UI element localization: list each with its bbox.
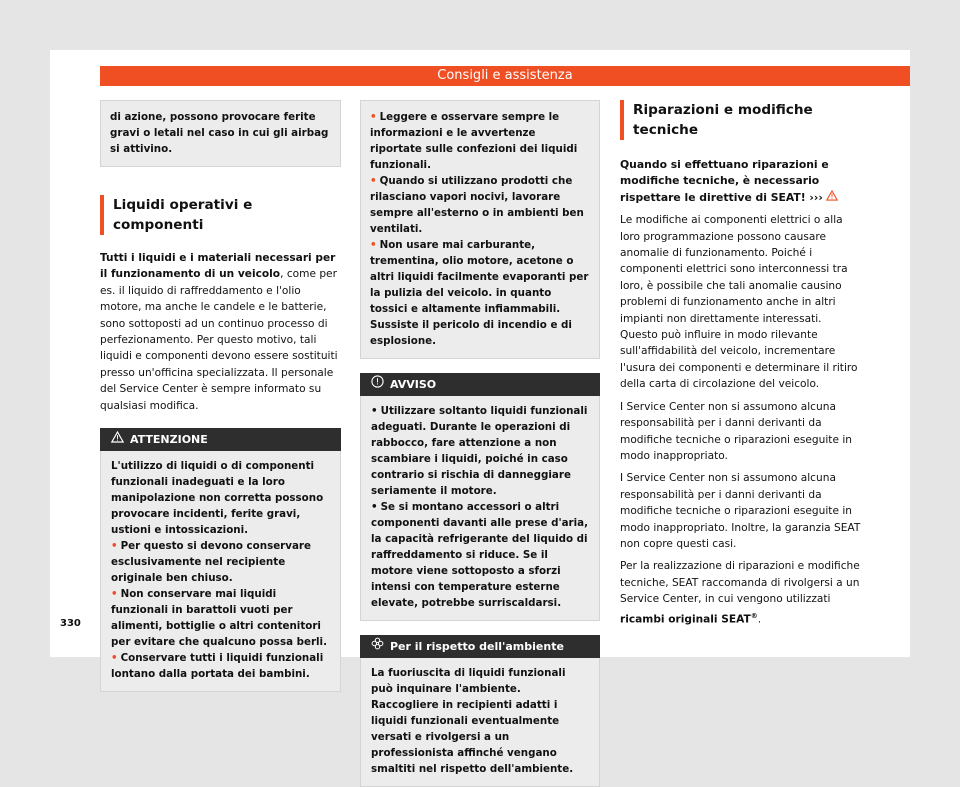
section-heading-liquidi: Liquidi operativi e componenti	[100, 195, 341, 235]
riparazioni-intro-bold: Quando si effettuano riparazioni e modifiche tecniche, è necessario rispettare le direttive di SEAT! ›››	[620, 158, 829, 204]
avviso-body	[360, 396, 600, 621]
avviso-bullet: • Utilizzare soltanto liquidi funzionali adeguati. Durante le operazioni di rabbocco, fare attenzione a non scambiare i liquidi, poiché in caso contrario si rischia di danneggiare seriamente il motore.	[371, 405, 588, 497]
bullet-dot-icon: •	[370, 239, 377, 251]
attenzione-bullet: • Conservare tutti i liquidi funzionali lontano dalla portata dei bambini.	[111, 652, 324, 681]
ambiente-title: Per il rispetto dell'ambiente	[390, 640, 564, 653]
liquidi-intro-bold: Tutti i liquidi e i materiali necessari per il funzionamento di un veicolo	[100, 252, 336, 281]
riparazioni-paragraph-2: I Service Center non si assumono alcuna responsabilità per i danni derivanti da modifiche tecniche o riparazioni eseguite in modo inappropriato.	[620, 400, 852, 462]
bullet-dot-icon: •	[371, 405, 378, 417]
column-left	[100, 100, 341, 692]
warning-triangle-icon	[110, 428, 124, 451]
attenzione-bullet: • Per questo si devono conservare esclusivamente nel recipiente originale ben chiuso.	[111, 540, 311, 585]
info-circle-icon	[370, 373, 384, 396]
page-number: 330	[60, 618, 81, 629]
bullet-dot-icon: •	[111, 652, 118, 665]
attenzione-body	[100, 451, 341, 692]
warning-bullet: • Non usare mai carburante, trementina, olio motore, acetone o altri liquidi facilmente evaporanti per la pulizia del veicolo. in quanto tossici e altamente infiammabili. Sussiste il pericolo di incendio e di esplosione.	[370, 239, 589, 347]
bullet-dot-icon: •	[370, 175, 377, 187]
ambiente-callout	[360, 635, 600, 787]
warning-bullets-continuation-box	[360, 100, 600, 359]
bullet-dot-icon: •	[111, 540, 118, 553]
riparazioni-paragraph-3: I Service Center non si assumono alcuna responsabilità per i danni derivanti da modifiche tecniche o riparazioni eseguite in modo inappropriato. Inoltre, la garanzia SEAT non copre questi casi.	[620, 472, 861, 550]
ricambi-originali-bold: ricambi originali SEAT	[620, 613, 751, 626]
riparazioni-intro	[620, 157, 861, 206]
attenzione-callout	[100, 428, 341, 692]
liquidi-intro-paragraph	[100, 250, 341, 414]
attenzione-bullet: • Non conservare mai liquidi funzionali in barattoli vuoti per alimenti, bottiglie o altri contenitori per evitare che qualcuno possa berli.	[111, 588, 328, 649]
page-header-title: Consigli e assistenza	[100, 66, 910, 86]
section-heading-riparazioni: Riparazioni e modifiche tecniche	[620, 100, 861, 140]
warning-continuation-text: di azione, possono provocare ferite gravi o letali nel caso in cui gli airbag si attivino.	[110, 111, 329, 155]
environment-flower-icon	[370, 635, 384, 658]
bullet-dot-icon: •	[371, 501, 378, 513]
ambiente-header	[360, 635, 600, 658]
warning-triangle-icon	[826, 191, 838, 204]
avviso-callout	[360, 373, 600, 621]
manual-page	[50, 50, 910, 775]
attenzione-header	[100, 428, 341, 451]
attenzione-text: L'utilizzo di liquidi o di componenti funzionali inadeguati e la loro manipolazione non corretta possono provocare incidenti, ferite gravi, ustioni e intossicazioni.	[111, 460, 324, 537]
registered-mark: ®	[750, 611, 758, 620]
liquidi-intro-text: , come per es. il liquido di raffreddamento e l'olio motore, ma anche le candele e le batterie, sono sottoposti ad un continuo processo di perfezionamento. Per questo motivo, tali liquidi e componenti devono essere sostituiti presso un'officina specializzata. Il personale del Service Center è sempre informato su qualsiasi modifica.	[100, 268, 338, 412]
riparazioni-paragraph-1: Le modifiche ai componenti elettrici o alla loro programmazione possono causare anomalie di funzionamento. Poiché i componenti elettrici sono interconnessi tra loro, è possibile che tali anomalie causino problemi di funzionamento anche in altri impianti non direttamente interessati. Questo può influire in modo rilevante sull'affidabilità del veicolo, incrementare l'usura dei componenti e determinare il ritiro della carta di circolazione del veicolo.	[620, 214, 858, 391]
warning-bullet: • Leggere e osservare sempre le informazioni e le avvertenze riportate sulle confezioni dei liquidi funzionali.	[370, 111, 578, 171]
ambiente-text: La fuoriuscita di liquidi funzionali può inquinare l'ambiente. Raccogliere in recipienti adatti i liquidi funzionali eventualmente versati e rivolgersi a un professionista affinché vengano smaltiti nel rispetto dell'ambiente.	[371, 667, 574, 775]
warning-bullet: • Quando si utilizzano prodotti che rilasciano vapori nocivi, lavorare sempre all'esterno o in ambienti ben ventilati.	[370, 175, 584, 235]
bullet-dot-icon: •	[370, 111, 377, 123]
avviso-bullet: • Se si montano accessori o altri componenti davanti alle prese d'aria, la capacità refrigerante del liquido di raffreddamento si riduce. Se il motore viene sottoposto a sforzi intensi con temperature esterne elevate, potrebbe surriscaldarsi.	[371, 501, 589, 609]
avviso-header	[360, 373, 600, 396]
attenzione-title: ATTENZIONE	[130, 433, 208, 447]
avviso-title: AVVISO	[390, 378, 437, 391]
riparazioni-paragraph-4: Per la realizzazione di riparazioni e modifiche tecniche, SEAT raccomanda di rivolgersi a un Service Center, in cui vengono utilizzati ricambi originali SEAT®.	[620, 560, 860, 626]
column-right	[620, 100, 861, 634]
bullet-dot-icon: •	[111, 588, 118, 601]
warning-continuation-box	[100, 100, 341, 167]
ambiente-body	[360, 658, 600, 787]
column-middle	[360, 100, 600, 787]
